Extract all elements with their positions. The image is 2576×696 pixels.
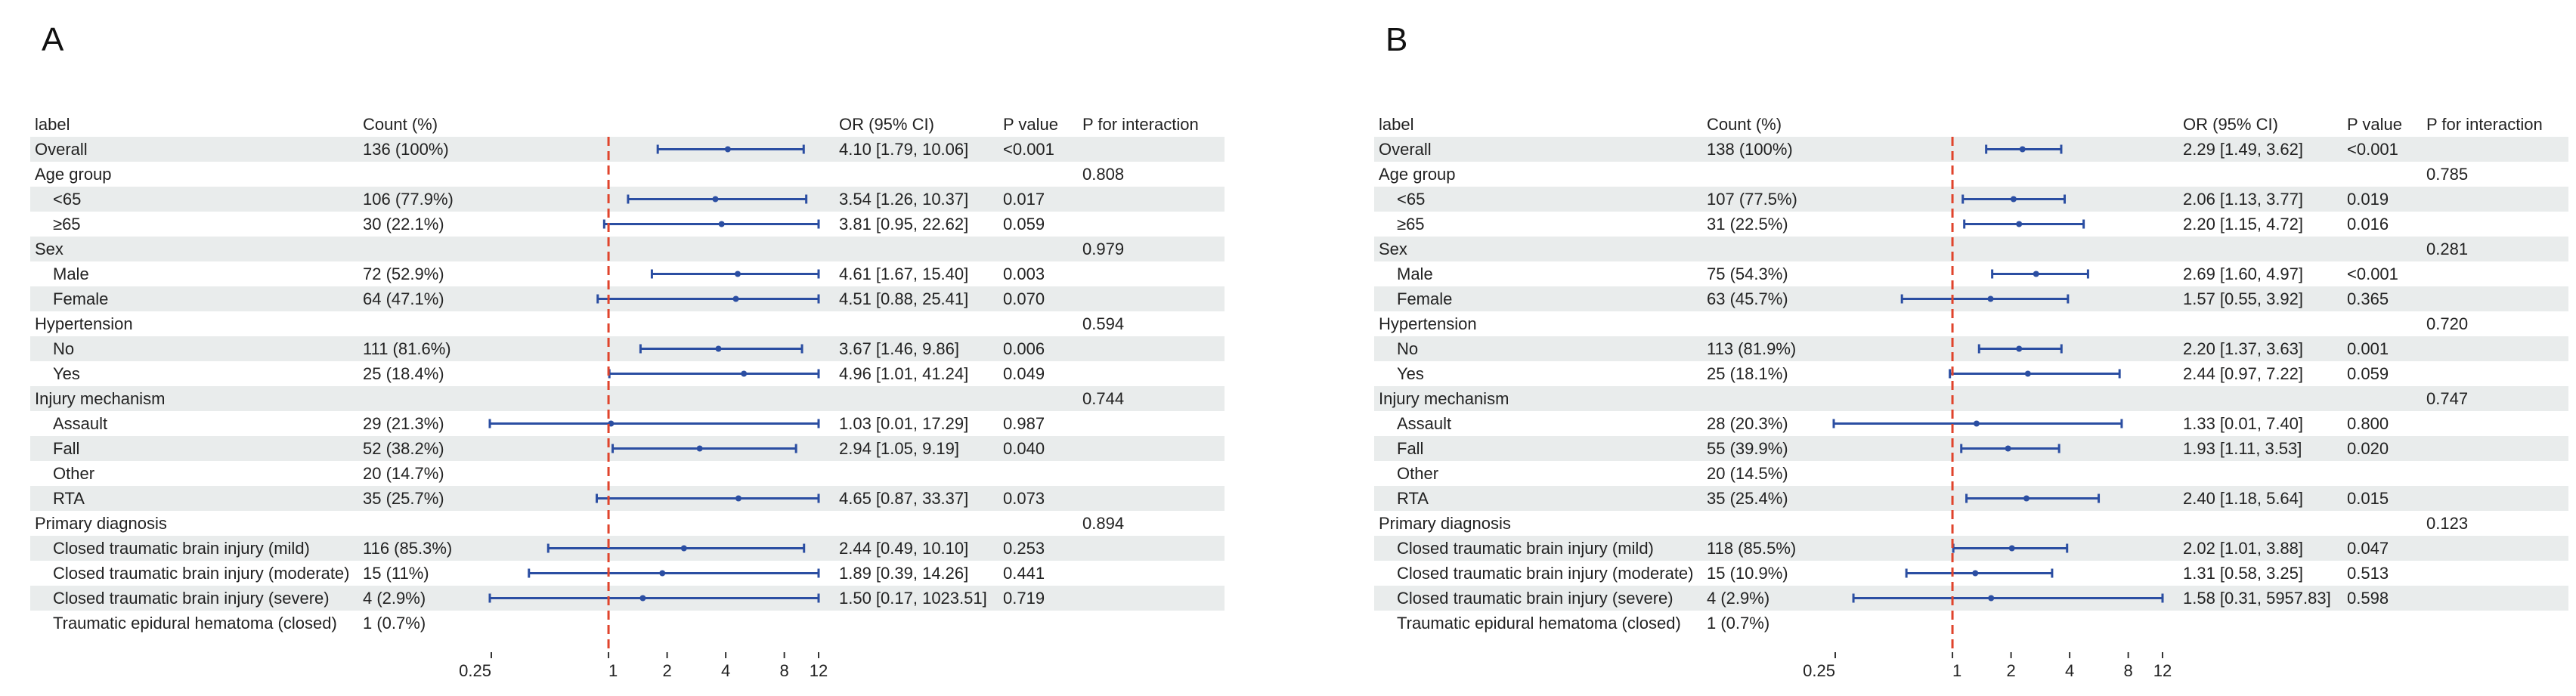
row-count: 1 (0.7%) (1707, 614, 1770, 633)
or-point (2020, 147, 2026, 153)
row-count: 15 (11%) (363, 564, 429, 583)
row-p-value: 0.059 (2347, 364, 2389, 383)
row-label: Fall (53, 439, 80, 458)
row-or-ci: 3.81 [0.95, 22.62] (839, 215, 969, 234)
row-label: Primary diagnosis (35, 514, 167, 533)
row-label: ≥65 (53, 215, 81, 234)
row-p-value: 0.001 (2347, 339, 2389, 358)
row-count: 28 (20.3%) (1707, 414, 1788, 433)
col-pint-header: P for interaction (2426, 115, 2543, 134)
col-count-header: Count (%) (363, 115, 438, 134)
row-count: 4 (2.9%) (1707, 589, 1770, 608)
or-point (1988, 595, 1994, 602)
row-label: Other (1397, 464, 1439, 483)
row-p-value: 0.800 (2347, 414, 2389, 433)
x-tick-label: 2 (662, 661, 672, 680)
or-point (735, 496, 742, 502)
row-or-ci: 3.54 [1.26, 10.37] (839, 190, 969, 209)
row-label: Female (1397, 289, 1453, 308)
row-label: Traumatic epidural hematoma (closed) (1397, 614, 1681, 633)
row-or-ci: 2.29 [1.49, 3.62] (2183, 140, 2304, 159)
row-count: 113 (81.9%) (1707, 339, 1797, 358)
or-point (2009, 546, 2015, 552)
row-or-ci: 2.44 [0.49, 10.10] (839, 539, 969, 558)
or-point (712, 196, 718, 203)
row-or-ci: 1.58 [0.31, 5957.83] (2183, 589, 2331, 608)
row-count: 52 (38.2%) (363, 439, 444, 458)
or-point (639, 595, 646, 602)
row-count: 107 (77.5%) (1707, 190, 1797, 209)
row-p-interaction: 0.744 (1082, 389, 1125, 408)
row-or-ci: 1.50 [0.17, 1023.51] (839, 589, 987, 608)
row-or-ci: 2.40 [1.18, 5.64] (2183, 489, 2304, 508)
row-p-value: 0.017 (1003, 190, 1045, 209)
col-or-header: OR (95% CI) (2183, 115, 2278, 134)
row-or-ci: 2.69 [1.60, 4.97] (2183, 264, 2304, 283)
row-count: 4 (2.9%) (363, 589, 426, 608)
row-label: <65 (1397, 190, 1426, 209)
or-point (681, 546, 687, 552)
or-point (2016, 346, 2022, 352)
row-p-value: 0.019 (2347, 190, 2389, 209)
x-tick-label: 2 (2006, 661, 2016, 680)
row-count: 72 (52.9%) (363, 264, 444, 283)
row-p-value: 0.016 (2347, 215, 2389, 234)
row-label: Injury mechanism (35, 389, 166, 408)
or-point (735, 271, 741, 277)
or-point (719, 221, 725, 227)
row-label: Age group (35, 165, 112, 184)
row-count: 63 (45.7%) (1707, 289, 1788, 308)
or-point (1988, 296, 1994, 302)
row-label: Overall (35, 140, 88, 159)
row-count: 15 (10.9%) (1707, 564, 1788, 583)
row-p-value: 0.015 (2347, 489, 2389, 508)
row-count: 35 (25.7%) (363, 489, 444, 508)
forest-plot (30, 112, 862, 696)
or-point (697, 446, 703, 452)
row-or-ci: 3.67 [1.46, 9.86] (839, 339, 960, 358)
row-or-ci: 1.89 [0.39, 14.26] (839, 564, 969, 583)
row-or-ci: 4.61 [1.67, 15.40] (839, 264, 969, 283)
row-p-value: 0.441 (1003, 564, 1045, 583)
col-count-header: Count (%) (1707, 115, 1782, 134)
row-count: 1 (0.7%) (363, 614, 426, 633)
row-count: 118 (85.5%) (1707, 539, 1797, 558)
row-label: Traumatic epidural hematoma (closed) (53, 614, 337, 633)
col-or-header: OR (95% CI) (839, 115, 934, 134)
row-or-ci: 2.20 [1.37, 3.63] (2183, 339, 2304, 358)
row-label: No (53, 339, 75, 358)
row-label: Assault (1397, 414, 1452, 433)
x-tick-label: 4 (720, 661, 731, 680)
row-or-ci: 2.02 [1.01, 3.88] (2183, 539, 2304, 558)
col-label-header: label (1379, 115, 1414, 134)
col-label-header: label (35, 115, 70, 134)
row-or-ci: 1.93 [1.11, 3.53] (2183, 439, 2302, 458)
x-tick-label: 4 (2064, 661, 2075, 680)
row-count: 29 (21.3%) (363, 414, 444, 433)
col-pint-header: P for interaction (1082, 115, 1199, 134)
row-label: Injury mechanism (1379, 389, 1509, 408)
row-count: 25 (18.1%) (1707, 364, 1788, 383)
row-or-ci: 1.03 [0.01, 17.29] (839, 414, 969, 433)
row-p-interaction: 0.281 (2426, 240, 2469, 258)
row-label: Overall (1379, 140, 1432, 159)
row-label: Closed traumatic brain injury (moderate) (1397, 564, 1694, 583)
or-point (725, 147, 731, 153)
row-label: Hypertension (1379, 314, 1477, 333)
row-p-value: 0.253 (1003, 539, 1045, 558)
row-p-interaction: 0.894 (1082, 514, 1125, 533)
row-p-value: 0.987 (1003, 414, 1045, 433)
row-or-ci: 2.06 [1.13, 3.77] (2183, 190, 2304, 209)
row-label: Closed traumatic brain injury (severe) (53, 589, 330, 608)
row-or-ci: 4.96 [1.01, 41.24] (839, 364, 969, 383)
or-point (1974, 421, 1980, 427)
row-p-interaction: 0.979 (1082, 240, 1125, 258)
row-p-value: 0.365 (2347, 289, 2389, 308)
row-label: Yes (53, 364, 80, 383)
row-p-value: 0.073 (1003, 489, 1045, 508)
row-label: Fall (1397, 439, 1424, 458)
row-p-value: 0.513 (2347, 564, 2389, 583)
row-p-value: 0.047 (2347, 539, 2389, 558)
row-count: 136 (100%) (363, 140, 449, 159)
row-p-interaction: 0.747 (2426, 389, 2469, 408)
row-p-value: <0.001 (2347, 140, 2398, 159)
x-tick-label: 0.25 (459, 661, 491, 680)
row-label: Hypertension (35, 314, 133, 333)
row-p-interaction: 0.720 (2426, 314, 2469, 333)
or-point (733, 296, 739, 302)
row-p-value: 0.070 (1003, 289, 1045, 308)
or-point (2005, 446, 2011, 452)
or-point (715, 346, 721, 352)
row-label: RTA (1397, 489, 1429, 508)
row-or-ci: 2.20 [1.15, 4.72] (2183, 215, 2304, 234)
row-label: Closed traumatic brain injury (mild) (1397, 539, 1654, 558)
row-label: Sex (1379, 240, 1407, 258)
row-label: Sex (35, 240, 63, 258)
row-count: 116 (85.3%) (363, 539, 453, 558)
x-tick-label: 8 (779, 661, 789, 680)
or-point (2016, 221, 2022, 227)
row-label: Closed traumatic brain injury (severe) (1397, 589, 1673, 608)
row-label: Male (53, 264, 89, 283)
row-p-value: 0.040 (1003, 439, 1045, 458)
row-p-value: <0.001 (2347, 264, 2398, 283)
or-point (659, 571, 665, 577)
forest-plot (1374, 112, 2206, 696)
or-point (2023, 496, 2030, 502)
or-point (2025, 371, 2031, 377)
row-count: 138 (100%) (1707, 140, 1793, 159)
row-p-value: 0.059 (1003, 215, 1045, 234)
row-label: Closed traumatic brain injury (moderate) (53, 564, 350, 583)
row-label: <65 (53, 190, 82, 209)
row-count: 20 (14.5%) (1707, 464, 1788, 483)
row-or-ci: 1.33 [0.01, 7.40] (2183, 414, 2304, 433)
row-label: Male (1397, 264, 1433, 283)
row-p-value: 0.049 (1003, 364, 1045, 383)
row-count: 64 (47.1%) (363, 289, 444, 308)
row-or-ci: 4.65 [0.87, 33.37] (839, 489, 969, 508)
panel-a (0, 0, 1288, 680)
x-tick-label: 12 (809, 661, 828, 680)
or-point (741, 371, 747, 377)
row-count: 31 (22.5%) (1707, 215, 1788, 234)
row-label: ≥65 (1397, 215, 1425, 234)
row-label: Closed traumatic brain injury (mild) (53, 539, 310, 558)
row-label: Female (53, 289, 109, 308)
row-p-value: <0.001 (1003, 140, 1054, 159)
row-or-ci: 2.94 [1.05, 9.19] (839, 439, 960, 458)
row-count: 25 (18.4%) (363, 364, 444, 383)
row-p-interaction: 0.123 (2426, 514, 2469, 533)
row-count: 35 (25.4%) (1707, 489, 1788, 508)
row-count: 30 (22.1%) (363, 215, 444, 234)
x-tick-label: 1 (608, 661, 618, 680)
x-tick-label: 8 (2123, 661, 2133, 680)
col-p-header: P value (1003, 115, 1058, 134)
row-label: Other (53, 464, 95, 483)
row-p-value: 0.020 (2347, 439, 2389, 458)
row-p-interaction: 0.594 (1082, 314, 1125, 333)
or-point (1972, 571, 1978, 577)
row-p-value: 0.006 (1003, 339, 1045, 358)
row-or-ci: 4.10 [1.79, 10.06] (839, 140, 969, 159)
row-p-interaction: 0.808 (1082, 165, 1125, 184)
row-p-interaction: 0.785 (2426, 165, 2469, 184)
row-label: Age group (1379, 165, 1456, 184)
row-label: RTA (53, 489, 85, 508)
row-count: 75 (54.3%) (1707, 264, 1788, 283)
row-label: Yes (1397, 364, 1424, 383)
row-or-ci: 4.51 [0.88, 25.41] (839, 289, 969, 308)
or-point (2011, 196, 2017, 203)
row-p-value: 0.598 (2347, 589, 2389, 608)
row-label: Primary diagnosis (1379, 514, 1511, 533)
panel-letter: A (42, 21, 64, 58)
row-p-value: 0.719 (1003, 589, 1045, 608)
row-label: Assault (53, 414, 108, 433)
x-tick-label: 1 (1952, 661, 1962, 680)
row-or-ci: 2.44 [0.97, 7.22] (2183, 364, 2304, 383)
row-p-value: 0.003 (1003, 264, 1045, 283)
row-or-ci: 1.31 [0.58, 3.25] (2183, 564, 2304, 583)
row-or-ci: 1.57 [0.55, 3.92] (2183, 289, 2304, 308)
or-point (2033, 271, 2039, 277)
panel-b (1344, 0, 2576, 680)
x-tick-label: 12 (2153, 661, 2172, 680)
x-tick-label: 0.25 (1803, 661, 1835, 680)
col-p-header: P value (2347, 115, 2402, 134)
panel-letter: B (1386, 21, 1408, 58)
row-count: 55 (39.9%) (1707, 439, 1788, 458)
row-count: 111 (81.6%) (363, 339, 451, 358)
row-count: 20 (14.7%) (363, 464, 444, 483)
row-count: 106 (77.9%) (363, 190, 454, 209)
row-label: No (1397, 339, 1419, 358)
